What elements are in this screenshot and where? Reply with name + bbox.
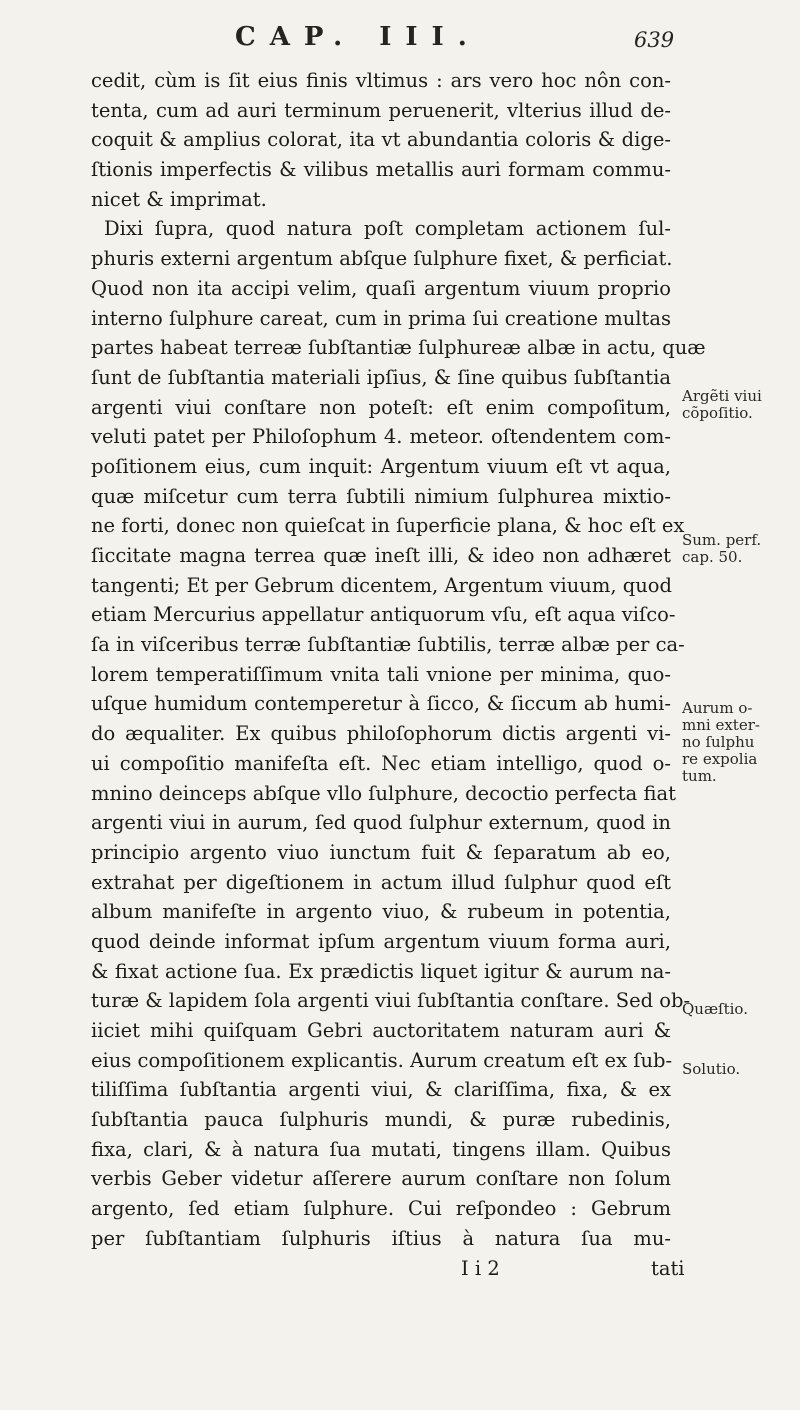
text-line: ui compoſitio manifeſta eſt. Nec etiam intelligo, quod o- bbox=[91, 751, 671, 775]
text-line: interno ſulphure careat, cum in prima ſui creatione multas bbox=[91, 306, 671, 330]
text-line: veluti patet per Philoſophum 4. meteor. oſtendentem com- bbox=[91, 425, 671, 449]
margin-note-line: Sum. perf. bbox=[682, 531, 762, 549]
margin-note-line: mni exter- bbox=[682, 716, 760, 734]
text-line: do æqualiter. Ex quibus philoſophorum dictis argenti vi- bbox=[91, 722, 671, 746]
text-line: tenta, cum ad auri terminum peruenerit, vlterius illud de- bbox=[91, 98, 671, 122]
footer-line bbox=[91, 1254, 685, 1284]
margin-note-line: Aurum o- bbox=[682, 699, 753, 717]
text-line: argento, ſed etiam ſulphure. Cui reſpondeo : Gebrum bbox=[91, 1197, 671, 1221]
margin-note-solutio bbox=[682, 1061, 797, 1078]
margin-note-line: cap. 50. bbox=[682, 548, 743, 566]
margin-note-line: Argẽti viui bbox=[682, 387, 762, 405]
text-line: verbis Geber videtur aſſerere aurum conſtare non ſolum bbox=[91, 1167, 671, 1191]
text-line: album manifeſte in argento viuo, & rubeum in potentia, bbox=[91, 900, 671, 924]
main-text-block bbox=[91, 66, 706, 1283]
text-line: quod deinde informat ipſum argentum viuum forma auri, bbox=[91, 929, 671, 953]
text-line: & fixat actione ſua. Ex prædictis liquet igitur & aurum na- bbox=[91, 959, 671, 983]
text-line: ſiccitate magna terrea quæ ineſt illi, & ideo non adhæret bbox=[91, 544, 671, 567]
text-line: per ſubſtantiam ſulphuris iſtius à natura ſua mu- bbox=[91, 1226, 671, 1250]
text-line: principio argento viuo iunctum fuit & ſeparatum ab eo, bbox=[91, 840, 671, 864]
margin-note-line: no ſulphu bbox=[682, 733, 755, 751]
text-line: phuris externi argentum abſque ſulphure fixet, & perficiat. bbox=[91, 247, 673, 271]
text-line: ſa in viſceribus terræ ſubſtantiæ ſubtilis, terræ albæ per ca- bbox=[91, 633, 685, 657]
text-line: tangenti; Et per Gebrum dicentem, Argentum viuum, quod bbox=[91, 573, 673, 597]
text-line: cedit, cùm is ſit eius finis vltimus : ars vero hoc nôn con- bbox=[91, 69, 671, 92]
margin-note-quaestio bbox=[682, 1001, 797, 1018]
text-line: argenti viui in aurum, ſed quod ſulphur externum, quod in bbox=[91, 811, 671, 835]
text-line: eius compoſitionem explicantis. Aurum creatum eſt ex ſub- bbox=[91, 1048, 673, 1072]
margin-note-line: cõpoſitio. bbox=[682, 404, 753, 422]
page-number: 639 bbox=[634, 28, 675, 52]
text-line: extrahat per digeſtionem in actum illud ſulphur quod eſt bbox=[91, 870, 671, 894]
text-line: nicet & imprimat. bbox=[91, 187, 267, 211]
text-line: quæ miſcetur cum terra ſubtili nimium ſulphurea mixtio- bbox=[91, 484, 671, 508]
text-line: Quod non ita accipi velim, quaſi argentum viuum proprio bbox=[91, 276, 671, 300]
text-line: mnino deinceps abſque vllo ſulphure, decoctio perfecta fiat bbox=[91, 781, 676, 805]
text-line: ſunt de ſubſtantia materiali ipſius, & ſine quibus ſubſtantia bbox=[91, 365, 671, 389]
text-line: tiliſſima ſubſtantia argenti viui, & clariſſima, fixa, & ex bbox=[91, 1078, 671, 1102]
text-line: ne forti, donec non quieſcat in ſuperficie plana, & hoc eſt ex bbox=[91, 514, 685, 538]
margin-note-argenti-compositio bbox=[682, 388, 797, 422]
text-line: ſtionis imperfectis & vilibus metallis auri formam commu- bbox=[91, 158, 671, 182]
text-line: fixa, clari, & à natura ſua mutati, tingens illam. Quibus bbox=[91, 1137, 671, 1161]
margin-note-line: re expolia bbox=[682, 750, 758, 768]
margin-note-line: tum. bbox=[682, 767, 717, 785]
text-line: poſitionem eius, cum inquit: Argentum viuum eſt vt aqua, bbox=[91, 454, 671, 478]
margin-note-aurum bbox=[682, 700, 797, 785]
margin-note-summa-reference bbox=[682, 532, 797, 566]
running-title: CAP. III. bbox=[235, 22, 481, 52]
text-line: coquit & amplius colorat, ita vt abundantia coloris & dige- bbox=[91, 128, 671, 152]
text-line: lorem temperatiſſimum vnita tali vnione per minima, quo- bbox=[91, 662, 671, 686]
catchword: tati bbox=[651, 1256, 685, 1280]
text-line: etiam Mercurius appellatur antiquorum vſu, eſt aqua viſco- bbox=[91, 603, 676, 627]
page-header bbox=[0, 20, 800, 60]
text-line: Dixi ſupra, quod natura poſt completam actionem ſul- bbox=[104, 217, 671, 241]
text-line: ſubſtantia pauca ſulphuris mundi, & puræ rubedinis, bbox=[91, 1108, 671, 1132]
text-line: turæ & lapidem ſola argenti viui ſubſtantia conſtare. Sed ob- bbox=[91, 989, 691, 1013]
text-line: argenti viui conſtare non poteſt: eſt enim compoſitum, bbox=[91, 395, 671, 419]
text-line: uſque humidum contemperetur à ſicco, & ſiccum ab humi- bbox=[91, 692, 671, 716]
text-line: partes habeat terreæ ſubſtantiæ ſulphureæ albæ in actu, quæ bbox=[91, 336, 706, 360]
margin-note-line: Solutio. bbox=[682, 1060, 741, 1078]
signature-mark: I i 2 bbox=[461, 1256, 500, 1280]
margin-note-line: Quæſtio. bbox=[682, 1000, 748, 1018]
text-line: iiciet mihi quiſquam Gebri auctoritatem naturam auri & bbox=[91, 1019, 671, 1042]
